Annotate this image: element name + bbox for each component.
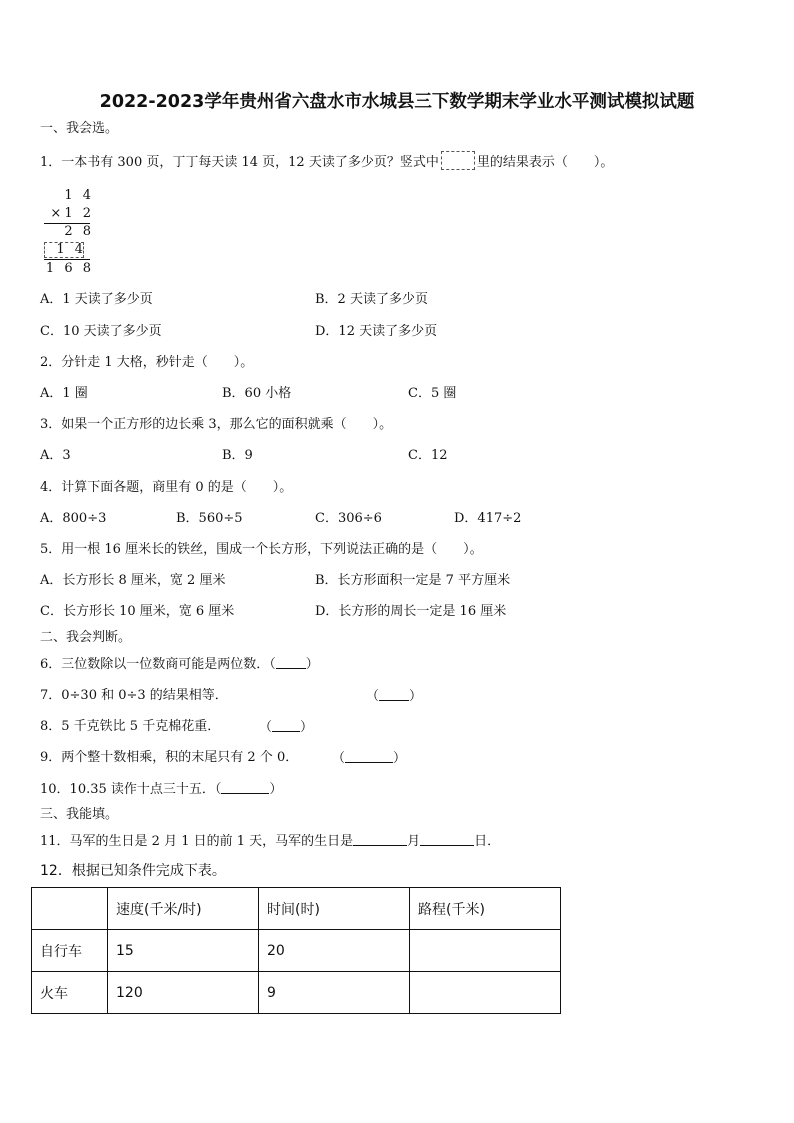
q4-option-d[interactable]: D．417÷2 xyxy=(454,511,522,526)
section-heading-choose: 一、我会选。 xyxy=(40,121,119,136)
q3-option-a[interactable]: A．3 xyxy=(40,448,71,463)
calc-row-partial-1: 2 8 xyxy=(64,224,94,239)
question-10-close: ） xyxy=(269,782,283,797)
question-1-stem-part-b: 里的结果表示（ ）。 xyxy=(476,155,614,170)
q1-option-b[interactable]: B．2 天读了多少页 xyxy=(315,292,428,307)
q4-option-c[interactable]: C．306÷6 xyxy=(315,511,382,526)
q4-option-a[interactable]: A．800÷3 xyxy=(40,511,107,526)
month-label: 月 xyxy=(407,834,421,849)
table-row xyxy=(32,930,561,972)
table-cell: 火车 xyxy=(32,972,108,1014)
question-4-stem: 4．计算下面各题，商里有 0 的是（ ）。 xyxy=(40,480,293,495)
answer-blank[interactable] xyxy=(221,781,269,794)
table-header-row xyxy=(32,888,561,930)
q2-option-c[interactable]: C．5 圈 xyxy=(408,386,457,401)
table-cell: 20 xyxy=(259,930,410,972)
question-12-stem: 12．根据已知条件完成下表。 xyxy=(40,863,226,879)
table-cell-answer[interactable] xyxy=(410,930,561,972)
q3-option-b[interactable]: B．9 xyxy=(222,448,253,463)
table-cell: 自行车 xyxy=(32,930,108,972)
question-9-stem: 9．两个整十数相乘，积的末尾只有 2 个 0． xyxy=(40,750,299,765)
answer-open-paren: （ xyxy=(259,720,273,735)
answer-open-paren: （ xyxy=(366,689,380,704)
question-6-stem: 6．三位数除以一位数商可能是两位数．（ xyxy=(40,657,276,672)
question-10 xyxy=(40,781,282,798)
table-header-cell: 时间(时) xyxy=(259,888,410,930)
table-header-cell xyxy=(32,888,108,930)
question-3-stem: 3．如果一个正方形的边长乘 3，那么它的面积就乘（ ）。 xyxy=(40,417,393,432)
question-2-stem: 2．分针走 1 大格，秒针走（ ）。 xyxy=(40,355,254,370)
answer-blank[interactable] xyxy=(276,656,306,669)
table-cell: 120 xyxy=(108,972,259,1014)
answer-blank-day[interactable] xyxy=(420,833,474,846)
q5-option-b[interactable]: B．长方形面积一定是 7 平方厘米 xyxy=(315,573,511,588)
answer-close-paren: ） xyxy=(300,720,314,735)
calc-row-multiplicand: 1 4 xyxy=(64,188,94,203)
answer-blank[interactable] xyxy=(272,719,300,732)
table-header-cell: 速度(千米/时) xyxy=(108,888,259,930)
question-7-answer xyxy=(366,688,422,705)
answer-close-paren: ） xyxy=(409,689,423,704)
question-8-stem: 8．5 千克铁比 5 千克棉花重． xyxy=(40,719,221,734)
page-title: 2022-2023学年贵州省六盘水市水城县三下数学期末学业水平测试模拟试题 xyxy=(99,92,695,112)
section-heading-judge: 二、我会判断。 xyxy=(40,630,132,645)
question-1-stem-part-a: 1．一本书有 300 页，丁丁每天读 14 页，12 天读了多少页？竖式中 xyxy=(40,155,439,170)
question-9-answer xyxy=(332,750,406,767)
q4-option-b[interactable]: B．560÷5 xyxy=(176,511,243,526)
question-7-stem: 7．0÷30 和 0÷3 的结果相等． xyxy=(40,688,228,703)
q5-option-c[interactable]: C．长方形长 10 厘米，宽 6 厘米 xyxy=(40,604,235,619)
q5-option-a[interactable]: A．长方形长 8 厘米，宽 2 厘米 xyxy=(40,573,226,588)
speed-time-distance-table xyxy=(31,887,561,1014)
day-label: 日． xyxy=(474,834,501,849)
q5-option-d[interactable]: D．长方形的周长一定是 16 厘米 xyxy=(315,604,507,619)
question-11 xyxy=(40,833,500,850)
calc-row-product: 1 6 8 xyxy=(45,261,94,276)
question-11-stem: 11．马军的生日是 2 月 1 日的前 1 天，马军的生日是 xyxy=(40,834,354,849)
q3-option-c[interactable]: C．12 xyxy=(408,448,448,463)
q2-option-a[interactable]: A．1 圈 xyxy=(40,386,88,401)
table-cell: 9 xyxy=(259,972,410,1014)
question-1-stem xyxy=(40,151,613,171)
q1-option-a[interactable]: A．1 天读了多少页 xyxy=(40,292,153,307)
answer-open-paren: （ xyxy=(332,751,346,766)
table-header-cell: 路程(千米) xyxy=(410,888,561,930)
question-10-stem: 10．10.35 读作十点三十五．（ xyxy=(40,782,222,797)
calc-row-multiplier: ×1 2 xyxy=(50,206,94,221)
table-cell: 15 xyxy=(108,930,259,972)
answer-blank[interactable] xyxy=(345,750,393,763)
table-row xyxy=(32,972,561,1014)
question-6 xyxy=(40,656,319,673)
calc-divider xyxy=(44,259,90,260)
answer-blank-month[interactable] xyxy=(353,833,407,846)
q1-option-c[interactable]: C．10 天读了多少页 xyxy=(40,324,162,339)
answer-blank[interactable] xyxy=(379,688,409,701)
q2-option-b[interactable]: B．60 小格 xyxy=(222,386,292,401)
answer-box-dashed xyxy=(441,151,475,170)
table-cell-answer[interactable] xyxy=(410,972,561,1014)
question-8-answer xyxy=(259,719,313,736)
question-6-close: ） xyxy=(305,657,319,672)
answer-close-paren: ） xyxy=(393,751,407,766)
q1-option-d[interactable]: D．12 天读了多少页 xyxy=(315,324,438,339)
question-5-stem: 5．用一根 16 厘米长的铁丝，围成一个长方形，下列说法正确的是（ ）。 xyxy=(40,542,483,557)
calc-row-partial-2: 1 4 xyxy=(56,242,86,257)
section-heading-fill: 三、我能填。 xyxy=(40,807,119,822)
